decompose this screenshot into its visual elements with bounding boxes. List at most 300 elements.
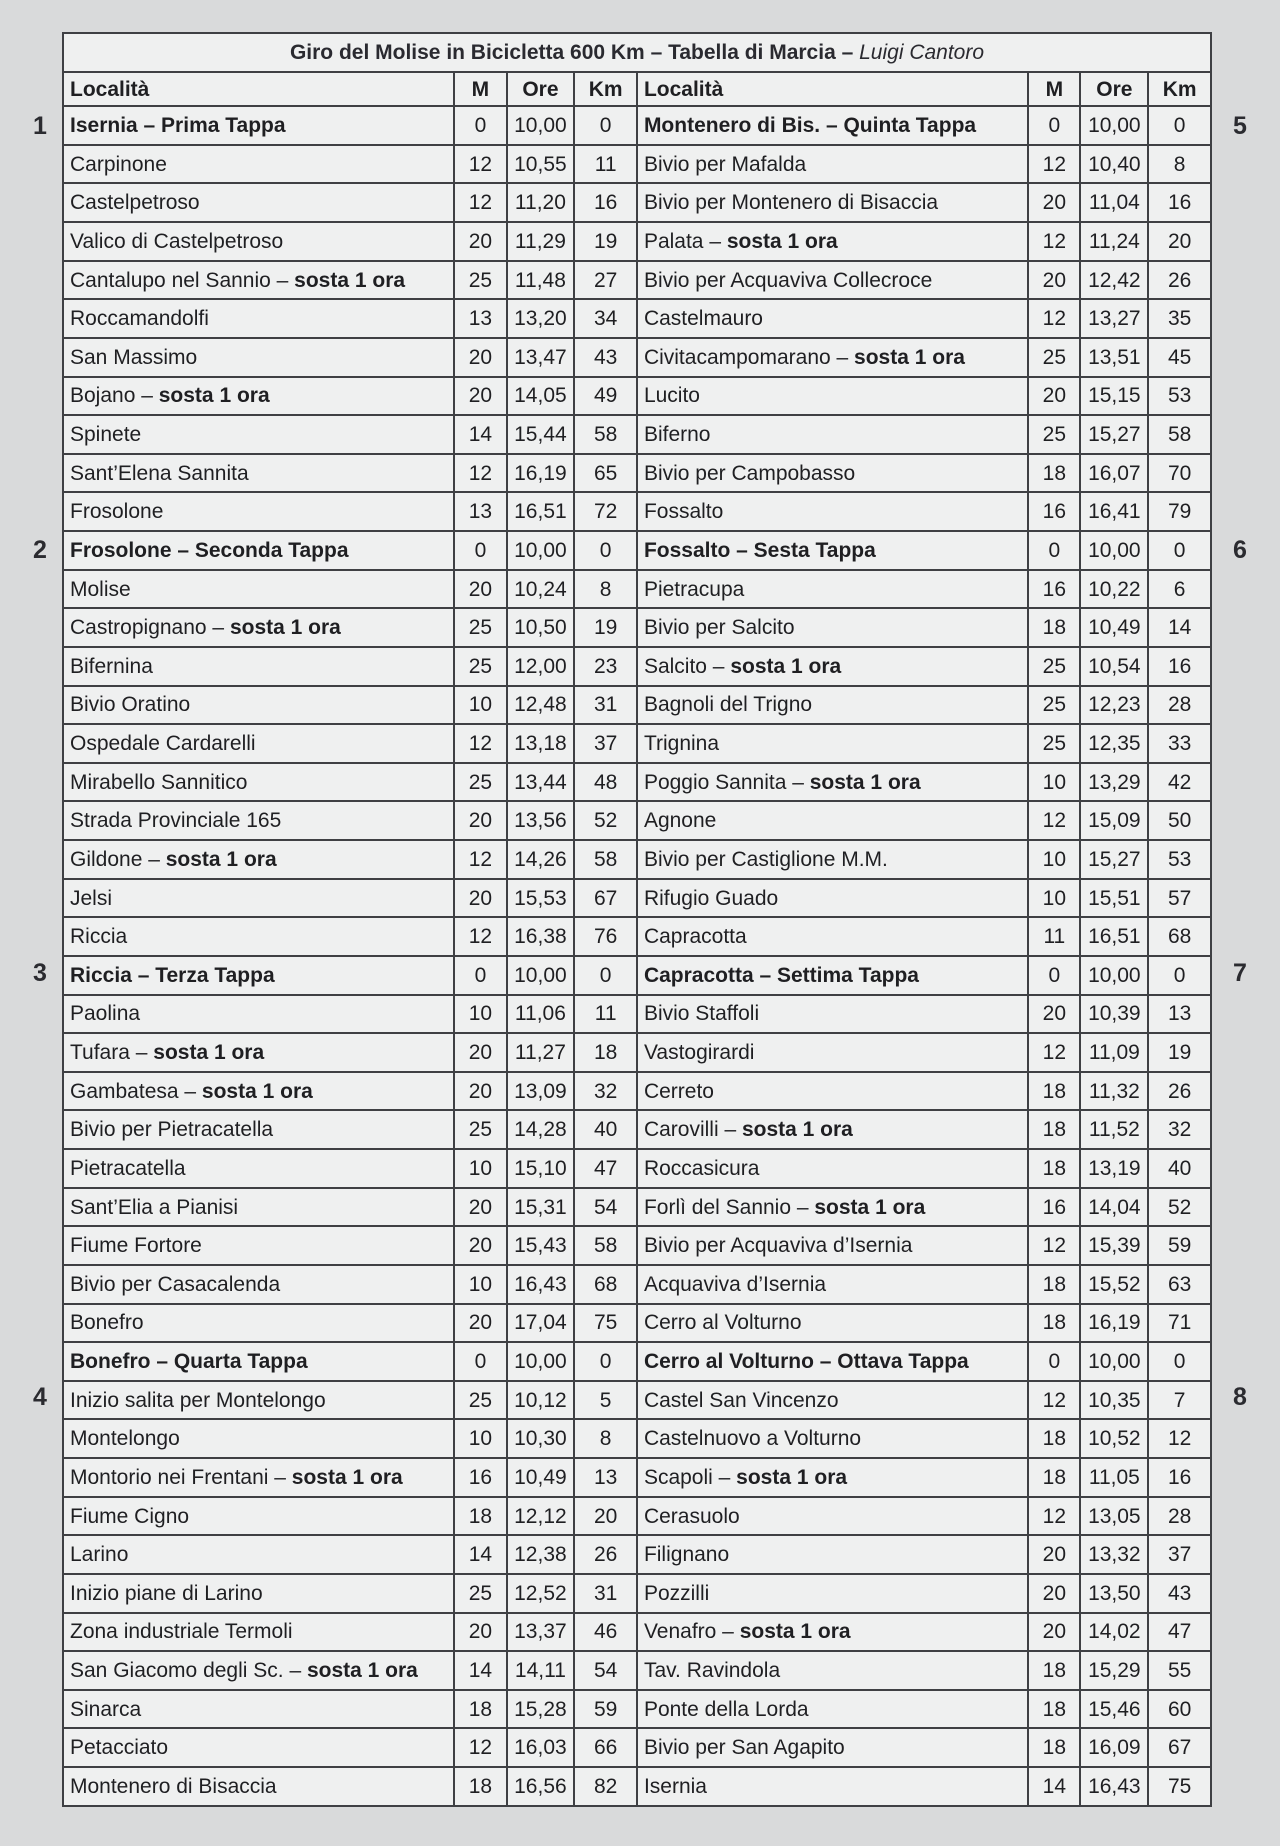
place-name: Bivio Oratino [70, 693, 191, 717]
localita-cell-left [63, 1226, 454, 1265]
table-row [63, 145, 1211, 184]
place-name: Sinarca [70, 1697, 142, 1721]
localita-cell-left [63, 840, 454, 879]
stop-note: sosta 1 ora [291, 1465, 403, 1489]
place-name: Bojano – [70, 384, 159, 408]
ore-cell-right: 13,27 [1080, 299, 1148, 338]
km-cell-right: 16 [1148, 647, 1211, 686]
km-cell-left: 82 [574, 1767, 637, 1806]
minutes-cell-left: 14 [454, 1651, 506, 1690]
place-name: Montorio nei Frentani – [70, 1465, 292, 1489]
place-name: Scapoli – [643, 1465, 737, 1489]
ore-cell-left: 13,37 [507, 1613, 575, 1652]
localita-cell-right [637, 531, 1028, 570]
ore-cell-left: 16,51 [507, 492, 575, 531]
localita-cell-left [63, 299, 454, 338]
ore-cell-left: 12,38 [507, 1535, 575, 1574]
ore-cell-left: 14,28 [507, 1110, 575, 1149]
place-name: Valico di Castelpetroso [70, 229, 284, 253]
ore-cell-left: 11,06 [507, 995, 575, 1034]
minutes-cell-left: 25 [454, 1574, 506, 1613]
ore-cell-right: 10,00 [1080, 106, 1148, 145]
km-cell-right: 55 [1148, 1651, 1211, 1690]
stage-number-left: 1 [33, 112, 47, 140]
place-name: Agnone [643, 809, 717, 833]
localita-cell-right [637, 1188, 1028, 1227]
localita-cell-right [637, 1458, 1028, 1497]
ore-cell-right: 10,54 [1080, 647, 1148, 686]
ore-cell-left: 10,49 [507, 1458, 575, 1497]
stop-note: sosta 1 ora [730, 654, 842, 678]
minutes-cell-right: 18 [1028, 454, 1080, 493]
localita-cell-right [637, 1304, 1028, 1343]
ore-cell-left: 11,48 [507, 261, 575, 300]
km-cell-right: 26 [1148, 261, 1211, 300]
stage-number-right: 5 [1233, 112, 1247, 140]
km-cell-right: 57 [1148, 879, 1211, 918]
minutes-cell-left: 0 [454, 531, 506, 570]
place-name: Ponte della Lorda [643, 1697, 809, 1721]
localita-cell-left [63, 261, 454, 300]
ore-cell-right: 13,19 [1080, 1149, 1148, 1188]
minutes-cell-right: 20 [1028, 1613, 1080, 1652]
minutes-cell-left: 12 [454, 145, 506, 184]
localita-cell-right [637, 106, 1028, 145]
localita-cell-left [63, 608, 454, 647]
km-cell-left: 31 [574, 686, 637, 725]
ore-cell-left: 16,03 [507, 1728, 575, 1767]
km-cell-left: 11 [574, 145, 637, 184]
place-name: Biferno [643, 423, 711, 447]
minutes-cell-right: 18 [1028, 1304, 1080, 1343]
km-cell-right: 28 [1148, 1497, 1211, 1536]
localita-cell-right [637, 879, 1028, 918]
place-name: Capracotta [643, 925, 747, 949]
place-name: Montenero di Bis. – Quinta Tappa [643, 114, 977, 138]
minutes-cell-left: 20 [454, 1226, 506, 1265]
ore-cell-left: 15,28 [507, 1690, 575, 1729]
km-cell-left: 58 [574, 1226, 637, 1265]
ore-cell-right: 10,00 [1080, 956, 1148, 995]
localita-cell-right [637, 1651, 1028, 1690]
table-row [63, 531, 1211, 570]
km-cell-right: 53 [1148, 840, 1211, 879]
minutes-cell-left: 0 [454, 1342, 506, 1381]
ore-cell-right: 14,02 [1080, 1613, 1148, 1652]
localita-cell-left [63, 917, 454, 956]
place-name: Paolina [70, 1002, 141, 1026]
km-cell-left: 47 [574, 1149, 637, 1188]
km-cell-right: 52 [1148, 1188, 1211, 1227]
minutes-cell-right: 10 [1028, 840, 1080, 879]
minutes-cell-right: 20 [1028, 377, 1080, 416]
ore-cell-right: 15,15 [1080, 377, 1148, 416]
minutes-cell-left: 25 [454, 763, 506, 802]
place-name: Frosolone [70, 500, 164, 524]
minutes-cell-right: 18 [1028, 1110, 1080, 1149]
minutes-cell-left: 20 [454, 377, 506, 416]
ore-cell-left: 17,04 [507, 1304, 575, 1343]
ore-cell-left: 14,11 [507, 1651, 575, 1690]
table-row [63, 338, 1211, 377]
place-name: San Giacomo degli Sc. – [70, 1659, 307, 1683]
minutes-cell-right: 12 [1028, 145, 1080, 184]
ore-cell-right: 15,27 [1080, 415, 1148, 454]
localita-cell-right [637, 1033, 1028, 1072]
localita-cell-left [63, 222, 454, 261]
localita-cell-right [637, 1613, 1028, 1652]
table-title [63, 33, 1211, 72]
minutes-cell-right: 25 [1028, 686, 1080, 725]
km-cell-right: 75 [1148, 1767, 1211, 1806]
localita-cell-left [63, 377, 454, 416]
minutes-cell-right: 0 [1028, 956, 1080, 995]
minutes-cell-left: 12 [454, 183, 506, 222]
ore-cell-right: 10,52 [1080, 1419, 1148, 1458]
km-cell-right: 63 [1148, 1265, 1211, 1304]
localita-cell-left [63, 338, 454, 377]
minutes-cell-right: 18 [1028, 1149, 1080, 1188]
localita-cell-right [637, 1149, 1028, 1188]
minutes-cell-left: 25 [454, 608, 506, 647]
minutes-cell-right: 12 [1028, 801, 1080, 840]
place-name: Fiume Cigno [70, 1504, 190, 1528]
place-name: Castelnuovo a Volturno [643, 1427, 862, 1451]
localita-cell-right [637, 608, 1028, 647]
place-name: Poggio Sannita – [643, 770, 810, 794]
minutes-cell-right: 16 [1028, 492, 1080, 531]
stage-number-right: 6 [1233, 535, 1247, 564]
title-author: Luigi Cantoro [859, 41, 985, 65]
localita-cell-right [637, 183, 1028, 222]
km-cell-right: 0 [1148, 106, 1211, 145]
place-name: Tufara – [70, 1041, 154, 1065]
km-cell-right: 16 [1148, 1458, 1211, 1497]
localita-cell-right [637, 1767, 1028, 1806]
minutes-cell-left: 20 [454, 801, 506, 840]
localita-cell-left [63, 415, 454, 454]
ore-cell-left: 15,43 [507, 1226, 575, 1265]
km-cell-right: 33 [1148, 724, 1211, 763]
localita-cell-left [63, 879, 454, 918]
minutes-cell-left: 12 [454, 724, 506, 763]
ore-cell-right: 11,04 [1080, 183, 1148, 222]
km-cell-left: 13 [574, 1458, 637, 1497]
ore-cell-right: 13,50 [1080, 1574, 1148, 1613]
ore-cell-left: 10,00 [507, 956, 575, 995]
ore-cell-left: 10,55 [507, 145, 575, 184]
km-cell-left: 59 [574, 1690, 637, 1729]
km-cell-left: 37 [574, 724, 637, 763]
place-name: Vastogirardi [643, 1041, 755, 1065]
place-name: Bonefro [70, 1311, 144, 1335]
localita-cell-left [63, 1072, 454, 1111]
km-cell-left: 8 [574, 570, 637, 609]
place-name: Cantalupo nel Sannio – [70, 268, 295, 292]
place-name: Castelpetroso [70, 191, 200, 215]
minutes-cell-left: 20 [454, 222, 506, 261]
km-cell-left: 67 [574, 879, 637, 918]
table-row [63, 1188, 1211, 1227]
km-cell-right: 68 [1148, 917, 1211, 956]
km-cell-left: 26 [574, 1535, 637, 1574]
minutes-cell-left: 18 [454, 1767, 506, 1806]
place-name: Sant’Elena Sannita [70, 461, 249, 485]
table-row [63, 686, 1211, 725]
table-row [63, 1033, 1211, 1072]
km-cell-right: 79 [1148, 492, 1211, 531]
localita-cell-left [63, 724, 454, 763]
table-row [63, 492, 1211, 531]
place-name: Carpinone [70, 152, 167, 176]
localita-cell-left [63, 1110, 454, 1149]
stop-note: sosta 1 ora [814, 1195, 926, 1219]
localita-cell-left [63, 956, 454, 995]
stop-note: sosta 1 ora [741, 1118, 853, 1142]
place-name: Strada Provinciale 165 [70, 809, 282, 833]
place-name: Fossalto [643, 500, 724, 524]
table-row [63, 1497, 1211, 1536]
localita-cell-right [637, 1574, 1028, 1613]
place-name: Bivio per Montenero di Bisaccia [643, 191, 939, 215]
table-row [63, 879, 1211, 918]
localita-cell-right [637, 1728, 1028, 1767]
minutes-cell-right: 20 [1028, 183, 1080, 222]
localita-cell-right [637, 1497, 1028, 1536]
localita-cell-left [63, 686, 454, 725]
stop-note: sosta 1 ora [736, 1465, 848, 1489]
ore-cell-left: 10,50 [507, 608, 575, 647]
stop-note: sosta 1 ora [229, 616, 341, 640]
place-name: Palata – [643, 229, 727, 253]
title-row [63, 33, 1211, 72]
place-name: Castelmauro [643, 307, 763, 331]
minutes-cell-left: 0 [454, 956, 506, 995]
minutes-cell-right: 0 [1028, 106, 1080, 145]
minutes-cell-right: 20 [1028, 261, 1080, 300]
table-row [63, 1574, 1211, 1613]
place-name: Bivio per San Agapito [643, 1736, 845, 1760]
minutes-cell-left: 13 [454, 492, 506, 531]
localita-cell-right [637, 1419, 1028, 1458]
km-cell-right: 71 [1148, 1304, 1211, 1343]
place-name: Bivio per Mafalda [643, 152, 807, 176]
table-row [63, 917, 1211, 956]
ore-cell-left: 16,56 [507, 1767, 575, 1806]
ore-cell-left: 13,47 [507, 338, 575, 377]
km-cell-left: 49 [574, 377, 637, 416]
ore-cell-right: 15,52 [1080, 1265, 1148, 1304]
table-row [63, 763, 1211, 802]
km-cell-left: 76 [574, 917, 637, 956]
table-row [63, 956, 1211, 995]
stage-number-right: 8 [1233, 1382, 1247, 1411]
minutes-cell-left: 12 [454, 840, 506, 879]
stage-number-left: 4 [33, 1382, 47, 1411]
ore-cell-left: 10,12 [507, 1381, 575, 1420]
km-cell-right: 0 [1148, 1342, 1211, 1381]
place-name: Mirabello Sannitico [70, 770, 248, 794]
table-row [63, 1072, 1211, 1111]
table-row [63, 724, 1211, 763]
table-row [63, 1535, 1211, 1574]
minutes-cell-left: 14 [454, 1535, 506, 1574]
place-name: Capracotta – Settima Tappa [643, 963, 919, 987]
ore-cell-right: 16,41 [1080, 492, 1148, 531]
localita-cell-right [637, 1226, 1028, 1265]
stop-note: sosta 1 ora [854, 345, 965, 369]
km-cell-right: 28 [1148, 686, 1211, 725]
localita-cell-right [637, 917, 1028, 956]
localita-cell-right [637, 647, 1028, 686]
minutes-cell-left: 20 [454, 1188, 506, 1227]
km-cell-right: 32 [1148, 1110, 1211, 1149]
localita-cell-left [63, 1767, 454, 1806]
ore-cell-right: 11,52 [1080, 1110, 1148, 1149]
km-cell-left: 0 [574, 106, 637, 145]
place-name: Zona industriale Termoli [70, 1620, 293, 1644]
minutes-cell-right: 18 [1028, 1419, 1080, 1458]
ore-cell-right: 10,35 [1080, 1381, 1148, 1420]
km-cell-left: 40 [574, 1110, 637, 1149]
localita-cell-left [63, 1033, 454, 1072]
km-cell-right: 60 [1148, 1690, 1211, 1729]
localita-cell-left [63, 647, 454, 686]
minutes-cell-left: 10 [454, 686, 506, 725]
place-name: Salcito – [643, 654, 731, 678]
km-cell-right: 0 [1148, 531, 1211, 570]
table-row [63, 1728, 1211, 1767]
localita-cell-right [637, 1535, 1028, 1574]
localita-cell-right [637, 454, 1028, 493]
ore-cell-left: 11,27 [507, 1033, 575, 1072]
minutes-cell-right: 0 [1028, 1342, 1080, 1381]
place-name: Carovilli – [643, 1118, 742, 1142]
table-row [63, 1613, 1211, 1652]
minutes-cell-left: 10 [454, 995, 506, 1034]
place-name: Castropignano – [70, 616, 230, 640]
table-row [63, 570, 1211, 609]
place-name: Bivio per Acquaviva Collecroce [643, 268, 933, 292]
ore-cell-left: 12,12 [507, 1497, 575, 1536]
localita-cell-right [637, 299, 1028, 338]
header-row [63, 72, 1211, 106]
ore-cell-right: 12,35 [1080, 724, 1148, 763]
minutes-cell-left: 20 [454, 879, 506, 918]
ore-cell-left: 13,20 [507, 299, 575, 338]
localita-cell-right [637, 763, 1028, 802]
place-name: Rifugio Guado [643, 886, 779, 910]
ore-cell-left: 10,00 [507, 531, 575, 570]
km-cell-right: 59 [1148, 1226, 1211, 1265]
ore-cell-left: 10,24 [507, 570, 575, 609]
localita-cell-left [63, 1574, 454, 1613]
place-name: Bivio per Castiglione M.M. [643, 847, 888, 871]
route-table [62, 32, 1212, 1807]
minutes-cell-left: 20 [454, 1304, 506, 1343]
place-name: Spinete [70, 423, 142, 447]
minutes-cell-right: 18 [1028, 1690, 1080, 1729]
ore-cell-left: 15,44 [507, 415, 575, 454]
km-cell-right: 37 [1148, 1535, 1211, 1574]
minutes-cell-right: 12 [1028, 299, 1080, 338]
table-row [63, 1690, 1211, 1729]
localita-cell-right [637, 570, 1028, 609]
localita-cell-left [63, 1265, 454, 1304]
header-km-left: Km [574, 72, 637, 106]
place-name: Civitacampomarano – [643, 345, 855, 369]
minutes-cell-right: 18 [1028, 1651, 1080, 1690]
place-name: Bivio per Casacalenda [70, 1272, 281, 1296]
localita-cell-right [637, 1342, 1028, 1381]
table-row [63, 1458, 1211, 1497]
stage-number-left: 3 [33, 959, 47, 987]
ore-cell-right: 15,09 [1080, 801, 1148, 840]
minutes-cell-right: 20 [1028, 1574, 1080, 1613]
ore-cell-right: 13,05 [1080, 1497, 1148, 1536]
ore-cell-right: 11,32 [1080, 1072, 1148, 1111]
km-cell-left: 27 [574, 261, 637, 300]
minutes-cell-left: 20 [454, 1613, 506, 1652]
km-cell-right: 7 [1148, 1381, 1211, 1420]
localita-cell-left [63, 1458, 454, 1497]
header-ore-left: Ore [507, 72, 575, 106]
minutes-cell-left: 10 [454, 1149, 506, 1188]
ore-cell-right: 12,23 [1080, 686, 1148, 725]
place-name: Lucito [643, 384, 700, 408]
km-cell-right: 8 [1148, 145, 1211, 184]
ore-cell-right: 16,19 [1080, 1304, 1148, 1343]
place-name: Pietracupa [643, 577, 745, 601]
localita-cell-right [637, 222, 1028, 261]
ore-cell-left: 13,56 [507, 801, 575, 840]
km-cell-left: 18 [574, 1033, 637, 1072]
place-name: Bivio per Campobasso [643, 461, 856, 485]
ore-cell-right: 10,39 [1080, 995, 1148, 1034]
table-row [63, 183, 1211, 222]
stop-note: sosta 1 ora [201, 1079, 313, 1103]
km-cell-left: 11 [574, 995, 637, 1034]
place-name: Isernia – Prima Tappa [70, 114, 286, 138]
localita-cell-left [63, 1381, 454, 1420]
km-cell-left: 58 [574, 840, 637, 879]
km-cell-left: 31 [574, 1574, 637, 1613]
minutes-cell-right: 10 [1028, 879, 1080, 918]
ore-cell-right: 15,51 [1080, 879, 1148, 918]
minutes-cell-right: 12 [1028, 1033, 1080, 1072]
minutes-cell-left: 16 [454, 1458, 506, 1497]
ore-cell-left: 10,30 [507, 1419, 575, 1458]
header-ore-right: Ore [1080, 72, 1148, 106]
table-row [63, 801, 1211, 840]
localita-cell-left [63, 995, 454, 1034]
ore-cell-right: 16,09 [1080, 1728, 1148, 1767]
ore-cell-right: 12,42 [1080, 261, 1148, 300]
localita-cell-right [637, 261, 1028, 300]
km-cell-right: 47 [1148, 1613, 1211, 1652]
minutes-cell-right: 18 [1028, 1072, 1080, 1111]
km-cell-left: 16 [574, 183, 637, 222]
header-m-right: M [1028, 72, 1080, 106]
minutes-cell-right: 25 [1028, 647, 1080, 686]
minutes-cell-right: 20 [1028, 1535, 1080, 1574]
km-cell-right: 50 [1148, 801, 1211, 840]
localita-cell-right [637, 801, 1028, 840]
km-cell-right: 14 [1148, 608, 1211, 647]
localita-cell-left [63, 1497, 454, 1536]
localita-cell-left [63, 1728, 454, 1767]
minutes-cell-left: 25 [454, 1110, 506, 1149]
